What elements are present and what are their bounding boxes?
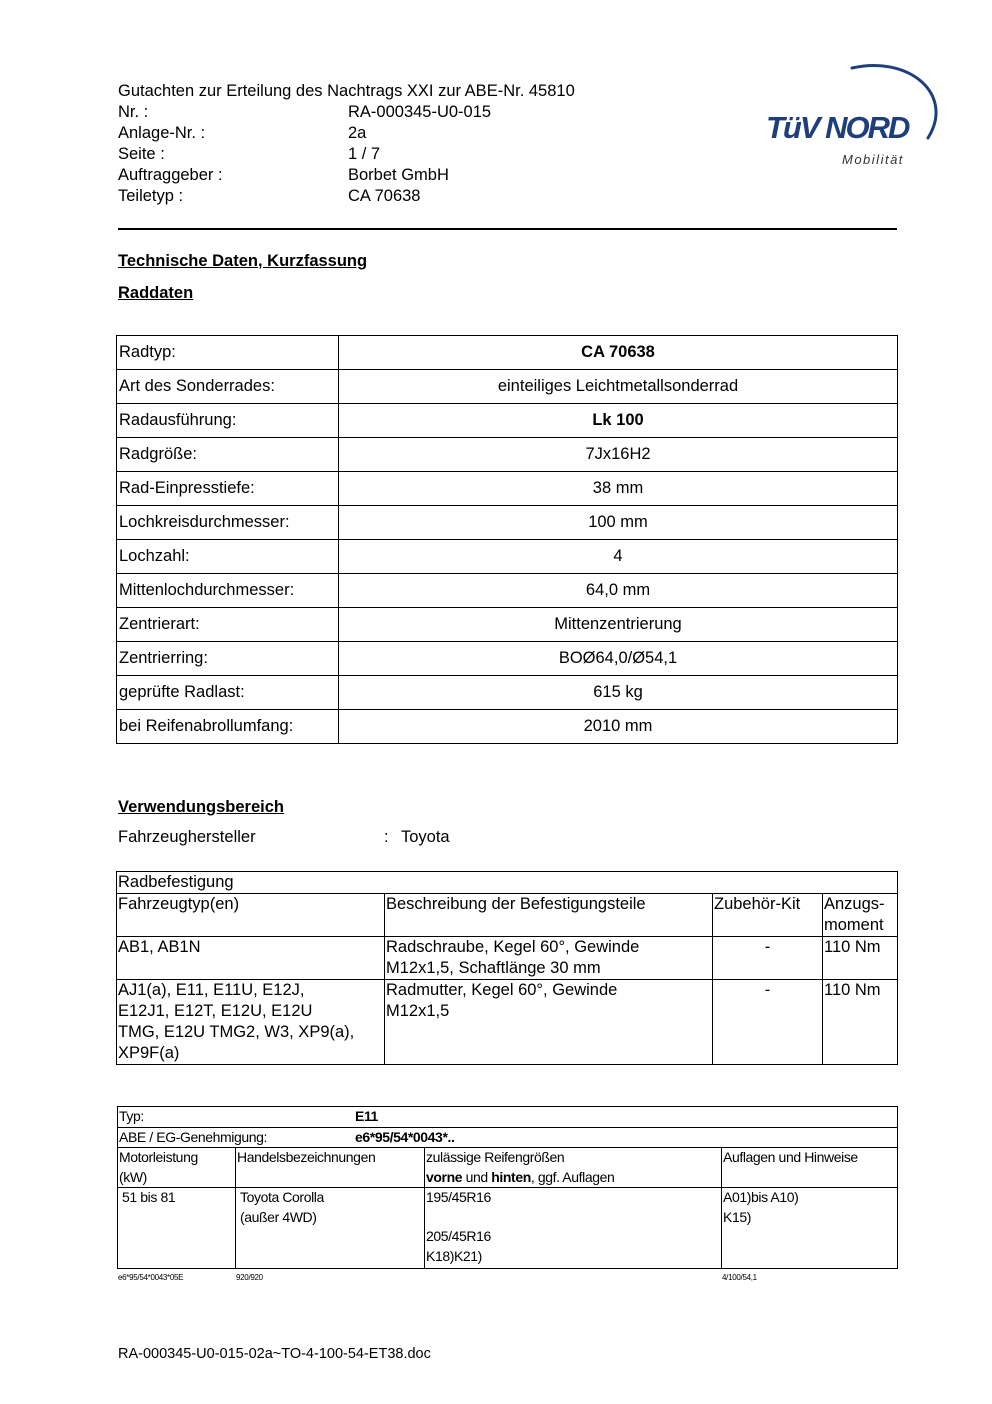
section-title-tech: Technische Daten, Kurzfassung [118, 252, 368, 270]
radbefestigung-table [116, 871, 898, 1065]
tires-header-und: und [462, 1168, 492, 1185]
row-value: einteiliges Leichtmetallsonderrad [339, 370, 898, 404]
cell-kit: - [713, 937, 823, 980]
cell-moment: 110 Nm [823, 937, 898, 980]
row-label: bei Reifenabrollumfang: [117, 710, 339, 744]
fahrzeughersteller-sep: : [384, 828, 389, 846]
row-value: 4 [339, 540, 898, 574]
header-divider [118, 228, 897, 230]
document-header [118, 81, 718, 207]
row-label: Lochkreisdurchmesser: [117, 506, 339, 540]
fahrzeughersteller-label: Fahrzeughersteller [118, 828, 256, 846]
cell-power: 51 bis 81 [118, 1188, 236, 1269]
table-row [117, 642, 898, 676]
header-value: 2a [348, 124, 367, 142]
table-title-row [117, 872, 898, 894]
table-header-row [117, 894, 898, 937]
document-filename: RA-000345-U0-015-02a~TO-4-100-54-ET38.doc [118, 1346, 431, 1362]
header-label: Nr. : [118, 103, 149, 121]
tires-header-back: hinten [491, 1168, 531, 1185]
row-label: Radausführung: [117, 404, 339, 438]
header-label: Teiletyp : [118, 187, 184, 205]
table-row [117, 506, 898, 540]
raddaten-table [116, 335, 898, 744]
row-value: 7Jx16H2 [339, 438, 898, 472]
header-label: Auftraggeber : [118, 166, 223, 184]
row-label: Rad-Einpresstiefe: [117, 472, 339, 506]
header-label: Seite : [118, 145, 165, 163]
header-field-seite [118, 144, 718, 165]
cell-types: AB1, AB1N [117, 937, 385, 980]
fahrzeughersteller-value: Toyota [401, 828, 450, 846]
fahrzeughersteller-line [118, 828, 618, 847]
table-row [117, 336, 898, 370]
header-label: Anlage-Nr. : [118, 124, 206, 142]
cell-names: Toyota Corolla (außer 4WD) [236, 1188, 425, 1269]
row-label: Radtyp: [117, 336, 339, 370]
table-row [117, 438, 898, 472]
tires-header-rest: , ggf. Auflagen [530, 1168, 615, 1185]
tires-header-front: vorne [426, 1168, 463, 1185]
column-header: Fahrzeugtyp(en) [117, 894, 385, 937]
row-label: Radgröße: [117, 438, 339, 472]
abe-value: e6*95/54*0043*.. [355, 1128, 455, 1145]
section-title-verwendung: Verwendungsbereich [118, 798, 284, 816]
row-label: Art des Sonderrades: [117, 370, 339, 404]
abe-label: ABE / EG-Genehmigung: [119, 1128, 268, 1145]
table-row [117, 370, 898, 404]
column-header: Zubehör-Kit [713, 894, 823, 937]
row-value: 100 mm [339, 506, 898, 540]
row-label: Zentrierring: [117, 642, 339, 676]
column-header: Beschreibung der Befestigungsteile [385, 894, 713, 937]
table-row [117, 676, 898, 710]
footnote-bolt: 4/100/54,1 [722, 1273, 757, 1282]
column-header: Motorleistung (kW) [118, 1148, 236, 1188]
row-value: 64,0 mm [339, 574, 898, 608]
row-label: Mittenlochdurchmesser: [117, 574, 339, 608]
header-value: 1 / 7 [348, 145, 381, 163]
logo-brand: TüV NORD [766, 110, 909, 145]
typ-table [117, 1106, 898, 1269]
table-row [118, 1188, 898, 1269]
row-value: BOØ64,0/Ø54,1 [339, 642, 898, 676]
typ-row [118, 1107, 898, 1128]
row-value: Lk 100 [339, 404, 898, 438]
cell-tires: 195/45R16 205/45R16 K18)K21) [425, 1188, 722, 1269]
tires-header-line1: zulässige Reifengrößen [426, 1149, 565, 1165]
cell-moment: 110 Nm [823, 980, 898, 1065]
table-header-row [118, 1148, 898, 1188]
column-header-tires [425, 1148, 722, 1188]
table-row [117, 404, 898, 438]
cell-notes: A01)bis A10) K15) [722, 1188, 898, 1269]
cell-kit: - [713, 980, 823, 1065]
cell-desc: Radschraube, Kegel 60°, Gewinde M12x1,5, Schaftlänge 30 mm [385, 937, 713, 980]
header-value: Borbet GmbH [348, 166, 449, 184]
header-value: CA 70638 [348, 187, 421, 205]
header-field-auftraggeber [118, 165, 718, 186]
row-label: geprüfte Radlast: [117, 676, 339, 710]
table-row [117, 980, 898, 1065]
header-value: RA-000345-U0-015 [348, 103, 492, 121]
section-title-raddaten: Raddaten [118, 284, 194, 302]
row-value: 38 mm [339, 472, 898, 506]
typ-label: Typ: [119, 1108, 144, 1124]
column-header: Anzugs- moment [823, 894, 898, 937]
row-value: Mittenzentrierung [339, 608, 898, 642]
header-field-nr [118, 102, 718, 123]
abe-row [118, 1127, 898, 1148]
column-header: Handelsbezeichnungen [236, 1148, 425, 1188]
row-label: Zentrierart: [117, 608, 339, 642]
footnote-approval: e6*95/54*0043*05E [118, 1273, 184, 1282]
row-value: 2010 mm [339, 710, 898, 744]
column-header: Auflagen und Hinweise [722, 1148, 898, 1188]
table-row [117, 540, 898, 574]
table-row [117, 472, 898, 506]
cell-types: AJ1(a), E11, E11U, E12J, E12J1, E12T, E12U, E12U TMG, E12U TMG2, W3, XP9(a), XP9F(a) [117, 980, 385, 1065]
document-title: Gutachten zur Erteilung des Nachtrags XXI zur ABE-Nr. 45810 [118, 82, 575, 100]
footnote-load: 920/920 [236, 1273, 263, 1282]
cell-desc: Radmutter, Kegel 60°, Gewinde M12x1,5 [385, 980, 713, 1065]
table-row [117, 608, 898, 642]
row-value: 615 kg [339, 676, 898, 710]
table-row [117, 710, 898, 744]
header-field-teiletyp [118, 186, 718, 207]
table-row [117, 574, 898, 608]
tuv-nord-logo [760, 60, 950, 175]
table-row [117, 937, 898, 980]
row-value: CA 70638 [339, 336, 898, 370]
typ-value: E11 [355, 1108, 378, 1124]
header-field-anlage [118, 123, 718, 144]
row-label: Lochzahl: [117, 540, 339, 574]
logo-subtitle: Mobilität [842, 152, 904, 167]
table-title: Radbefestigung [117, 872, 898, 894]
